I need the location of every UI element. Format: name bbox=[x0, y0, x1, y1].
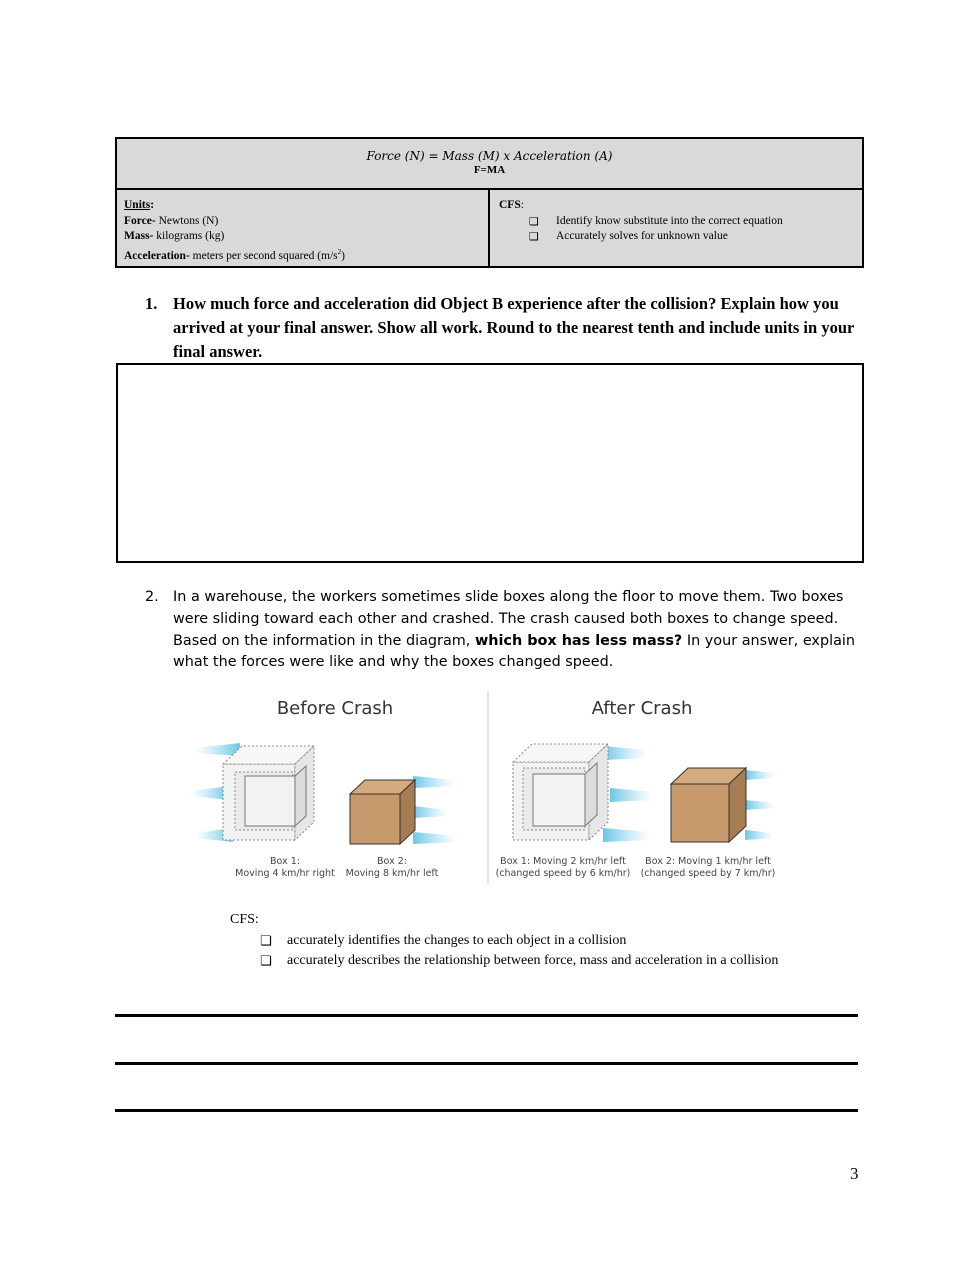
before-box2-label: Box 2: bbox=[377, 856, 407, 867]
question-1-text: How much force and acceleration did Object B experience after the collision? Explain how you arrived at your final answer. Show all work. Round to the nearest tenth and include units in your final answer. bbox=[173, 294, 855, 361]
after-box2-change: (changed speed by 7 km/hr) bbox=[640, 868, 776, 879]
formula-header bbox=[117, 139, 862, 190]
before-box1-graphic bbox=[190, 743, 314, 842]
page-number: 3 bbox=[850, 1164, 859, 1183]
before-crash-title: Before Crash bbox=[276, 698, 394, 719]
unit-force: Force- Newtons (N) bbox=[124, 214, 219, 227]
answer-box[interactable] bbox=[116, 363, 864, 563]
after-box1-label: Box 1: Moving 2 km/hr left bbox=[500, 856, 626, 867]
cfs-item: ❏ Accurately solves for unknown value bbox=[529, 230, 728, 243]
after-box2-graphic bbox=[671, 768, 775, 842]
question-2: 2. In a warehouse, the workers sometimes slide boxes along the floor to move them. Two boxes were sliding toward each other and crashed. The crash caused both boxes to change speed. Based on the information in the diagram, which box has less mass? In your answer, explain what the forces were like and why the boxes changed speed. bbox=[145, 587, 870, 674]
checkbox-icon: ❏ bbox=[529, 214, 539, 228]
answer-line[interactable] bbox=[115, 1014, 858, 1017]
cfs2-item: ❏ accurately describes the relationship between force, mass and acceleration in a collision bbox=[230, 951, 870, 972]
before-box1-speed: Moving 4 km/hr right bbox=[235, 868, 335, 879]
cfs-criteria-2 bbox=[230, 910, 870, 972]
answer-line[interactable] bbox=[115, 1062, 858, 1065]
cfs2-item: ❏ accurately identifies the changes to each object in a collision bbox=[230, 931, 870, 952]
unit-mass: Mass- kilograms (kg) bbox=[124, 230, 225, 242]
question-2-text: In a warehouse, the workers sometimes slide boxes along the floor to move them. Two boxes were sliding toward each other and crashed. The crash caused both boxes to change speed. Based on the information in the diagram, which box has less mass? In your answer, explain what the forces were like and why the boxes changed speed. bbox=[173, 589, 856, 671]
checkbox-icon: ❏ bbox=[260, 933, 272, 949]
before-box2-speed: Moving 8 km/hr left bbox=[345, 868, 439, 879]
units-heading: Units bbox=[124, 199, 151, 211]
checkbox-icon: ❏ bbox=[529, 230, 539, 243]
after-box1-change: (changed speed by 6 km/hr) bbox=[495, 868, 631, 879]
before-box1-label: Box 1: bbox=[270, 856, 300, 867]
formula-equation: Force (N) = Mass (M) x Acceleration (A) bbox=[366, 149, 613, 163]
cfs-cell: CFS: ❏ Identify know substitute into the correct equation ❏ Accurately solves for unknown value bbox=[492, 190, 862, 266]
unit-acceleration: Acceleration- meters per second squared $(m/s^2)$ bbox=[124, 247, 345, 262]
after-crash-title: After Crash bbox=[591, 698, 693, 719]
cfs-item: ❏ Identify know substitute into the correct equation bbox=[529, 214, 783, 228]
cfs2-heading: CFS: bbox=[230, 912, 259, 927]
formula-table bbox=[115, 137, 864, 268]
question-1: 1. How much force and acceleration did Object B experience after the collision? Explain how you arrived at your final answer. Show all work. Round to the nearest tenth and include units in your final answer. bbox=[145, 292, 865, 364]
answer-line[interactable] bbox=[115, 1109, 858, 1112]
cfs-heading: CFS bbox=[499, 199, 521, 211]
after-box2-label: Box 2: Moving 1 km/hr left bbox=[645, 856, 771, 867]
before-box2-graphic bbox=[350, 776, 457, 844]
formula-short: F=MA bbox=[473, 164, 506, 176]
checkbox-icon: ❏ bbox=[260, 954, 272, 969]
units-cell: Units: Force- Newtons (N) Mass- kilograms (kg) Acceleration- meters per second squared $(m/s^2)$ bbox=[117, 190, 490, 266]
after-box1-graphic bbox=[513, 744, 653, 842]
crash-diagram bbox=[185, 688, 785, 888]
